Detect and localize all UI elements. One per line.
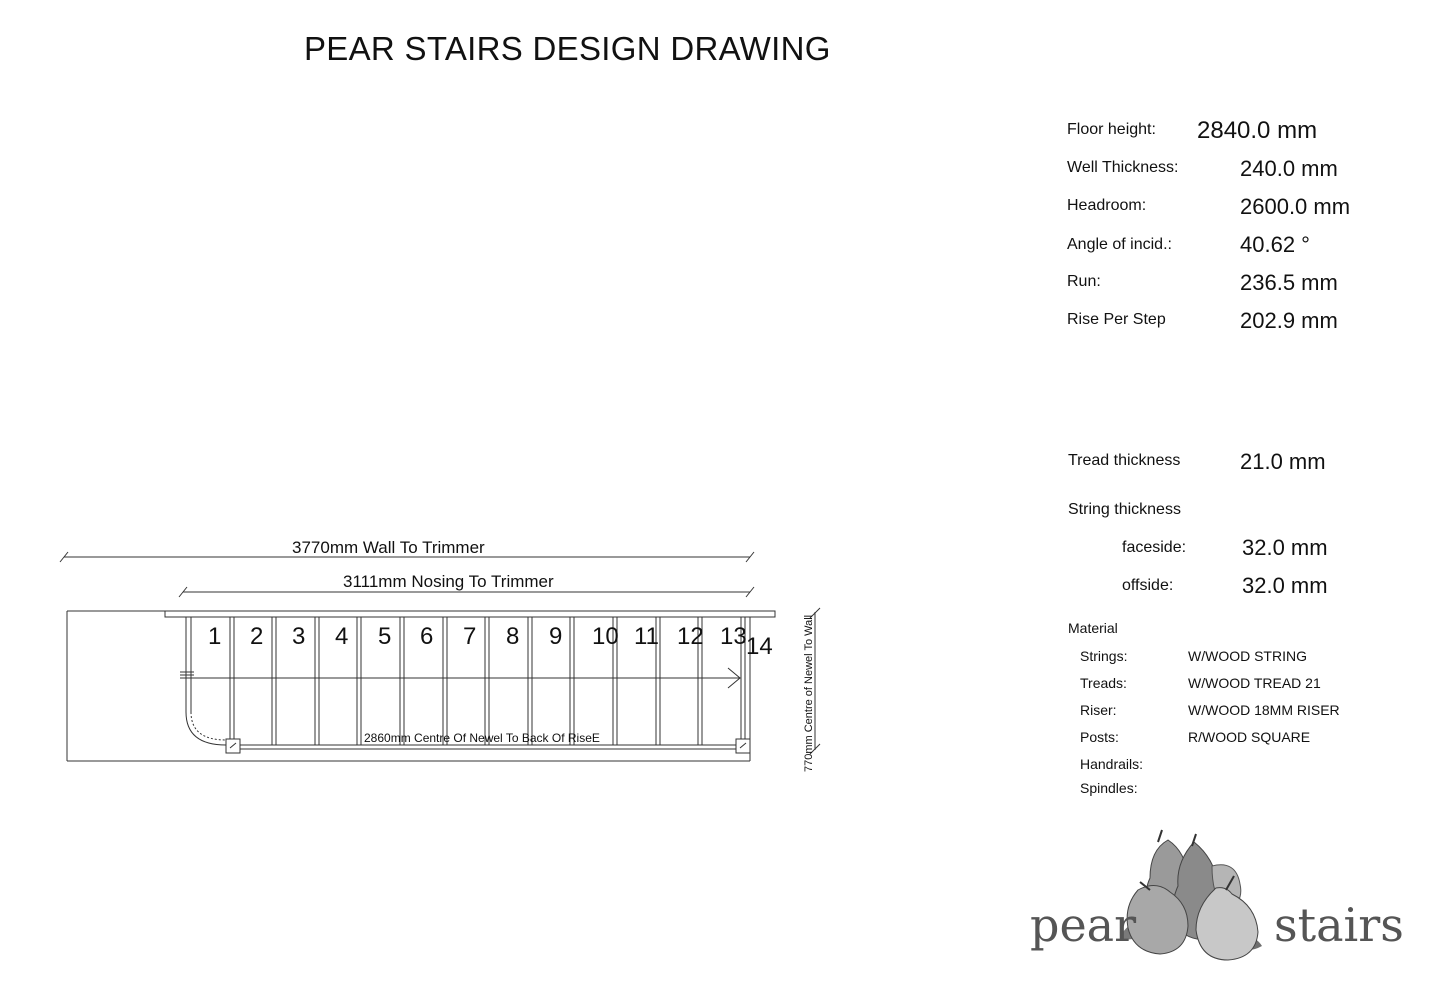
faceside-value: 32.0 mm bbox=[1242, 535, 1328, 560]
dim-text-nosing-to-trimmer: 3111mm Nosing To Trimmer bbox=[343, 572, 554, 591]
spec-label-headroom: Headroom: bbox=[1067, 197, 1147, 214]
material-value-riser: W/WOOD 18MM RISER bbox=[1188, 702, 1340, 718]
string-thickness-label: String thickness bbox=[1068, 501, 1181, 518]
trimmer bbox=[165, 611, 775, 617]
step-number: 12 bbox=[677, 623, 704, 650]
material-label-posts: Posts: bbox=[1080, 729, 1119, 745]
step-number: 10 bbox=[592, 623, 619, 650]
spec-value-headroom: 2600.0 mm bbox=[1240, 194, 1351, 219]
material-heading: Material bbox=[1068, 620, 1118, 636]
spec-value-rise: 202.9 mm bbox=[1240, 308, 1338, 333]
offside-value: 32.0 mm bbox=[1242, 573, 1328, 598]
newel-mark bbox=[230, 743, 236, 748]
material-value-treads: W/WOOD TREAD 21 bbox=[1188, 675, 1321, 691]
step-number: 5 bbox=[378, 623, 392, 650]
spec-value-well-thickness: 240.0 mm bbox=[1240, 156, 1338, 181]
spec-label-run: Run: bbox=[1067, 273, 1101, 290]
material-label-strings: Strings: bbox=[1080, 648, 1128, 664]
spec-label-floor-height: Floor height: bbox=[1067, 121, 1156, 138]
faceside-label: faceside: bbox=[1122, 539, 1187, 556]
step-number: 2 bbox=[250, 623, 264, 650]
newel-mark bbox=[740, 743, 746, 748]
spec-label-well-thickness: Well Thickness: bbox=[1067, 159, 1179, 176]
spec-value-angle: 40.62 ° bbox=[1240, 232, 1310, 257]
step-number: 8 bbox=[506, 623, 520, 650]
material-value-strings: W/WOOD STRING bbox=[1188, 648, 1307, 664]
step-number: 3 bbox=[292, 623, 306, 650]
dim-text-wall-to-trimmer: 3770mm Wall To Trimmer bbox=[292, 538, 485, 557]
step-number: 7 bbox=[463, 623, 477, 650]
spec-label-angle: Angle of incid.: bbox=[1067, 236, 1172, 253]
tread-thickness-label: Tread thickness bbox=[1068, 452, 1181, 469]
material-label-spindles: Spindles: bbox=[1080, 780, 1138, 796]
page-title: PEAR STAIRS DESIGN DRAWING bbox=[304, 30, 831, 67]
step-number: 9 bbox=[549, 623, 563, 650]
logo-word-stairs: stairs bbox=[1274, 898, 1404, 952]
step-number: 14 bbox=[746, 633, 773, 660]
pear-logo-icon bbox=[1120, 830, 1262, 960]
tread-thickness-value: 21.0 mm bbox=[1240, 449, 1326, 474]
offside-label: offside: bbox=[1122, 577, 1174, 594]
step-number: 4 bbox=[335, 623, 349, 650]
spec-label-rise: Rise Per Step bbox=[1067, 311, 1166, 328]
spec-value-run: 236.5 mm bbox=[1240, 270, 1338, 295]
step-number: 13 bbox=[720, 623, 747, 650]
spec-value-floor-height: 2840.0 mm bbox=[1197, 117, 1318, 144]
logo-word-pear: pear bbox=[1030, 898, 1137, 952]
step-number: 1 bbox=[208, 623, 222, 650]
material-label-treads: Treads: bbox=[1080, 675, 1127, 691]
dim-text-newel-to-riser: 2860mm Centre Of Newel To Back Of RiseE bbox=[364, 731, 600, 745]
material-label-handrails: Handrails: bbox=[1080, 756, 1144, 772]
dim-text-newel-to-wall: 770mm Centre of Newel To Wall bbox=[803, 614, 815, 772]
step-number: 11 bbox=[634, 623, 659, 650]
material-label-riser: Riser: bbox=[1080, 702, 1117, 718]
material-value-posts: R/WOOD SQUARE bbox=[1188, 729, 1311, 745]
step-number: 6 bbox=[420, 623, 434, 650]
wall-string-curve-inner bbox=[191, 712, 226, 740]
